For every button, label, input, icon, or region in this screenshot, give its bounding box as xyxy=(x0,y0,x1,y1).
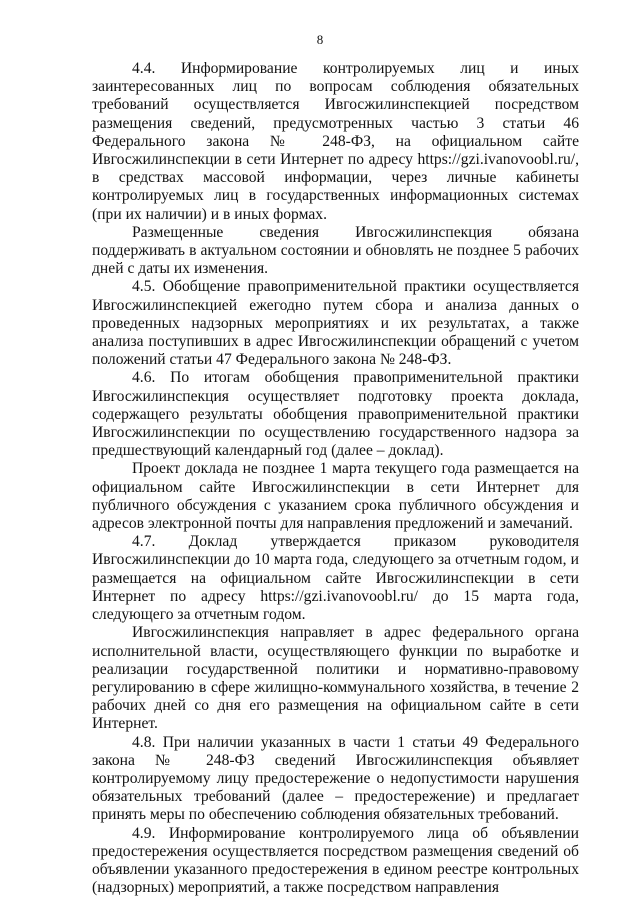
paragraph-4-9: 4.9. Информирование контролируемого лица об объявлении предостережения осуществляется посредством размещения сведений об объявлении указанного предостережения в едином реестре контрольных (надзорных) мероприятий, а также посредством направления xyxy=(92,824,579,897)
paragraph-4-6: 4.6. По итогам обобщения правоприменительной практики Ивгосжилинспекция осуществляет подготовку проекта доклада, содержащего результаты обобщения правоприменительной практики Ивгосжилинспекции по осуществлению государственного надзора за предшествующий календарный год (далее – доклад). xyxy=(92,369,579,460)
paragraph-4-5: 4.5. Обобщение правоприменительной практики осуществляется Ивгосжилинспекцией ежегодно путем сбора и анализа данных о проведенных надзорных мероприятиях и их результатах, а также анализа поступивших в адрес Ивгосжилинспекции обращений с учетом положений статьи 47 Федерального закона № 248-ФЗ. xyxy=(92,278,579,369)
paragraph-draft-report: Проект доклада не позднее 1 марта текущего года размещается на официальном сайте Ивгосжилинспекции в сети Интернет для публичного обсуждения с указанием срока публичного обсуждения и адресов электронной почты для направления предложений и замечаний. xyxy=(92,460,579,533)
paragraph-federal-body: Ивгосжилинспекция направляет в адрес федерального органа исполнительной власти, осуществляющего функции по выработке и реализации государственной политики и нормативно-правовому регулированию в сфере жилищно-коммунального хозяйства, в течение 2 рабочих дней со дня его размещения на официальном сайте в сети Интернет. xyxy=(92,624,579,733)
page-number: 8 xyxy=(316,32,324,47)
paragraph-4-4: 4.4. Информирование контролируемых лиц и иных заинтересованных лиц по вопросам соблюдения обязательных требований осуществляется Ивгосжилинспекцией посредством размещения сведений, предусмотренных частью 3 статьи 46 Федерального закона № 248-ФЗ, на официальном сайте Ивгосжилинспекции в сети Интернет по адресу https://gzi.ivanovoobl.ru/, в средствах массовой информации, через личные кабинеты контролируемых лиц в государственных информационных системах (при их наличии) и в иных формах. xyxy=(92,60,579,223)
paragraph-published-info: Размещенные сведения Ивгосжилинспекция обязана поддерживать в актуальном состоянии и обновлять не позднее 5 рабочих дней с даты их изменения. xyxy=(92,223,579,278)
paragraph-4-7: 4.7. Доклад утверждается приказом руководителя Ивгосжилинспекции до 10 марта года, следующего за отчетным годом, и размещается на официальном сайте Ивгосжилинспекции в сети Интернет по адресу https://gzi.ivanovoobl.ru/ до 15 марта года, следующего за отчетным годом. xyxy=(92,533,579,624)
paragraph-4-8: 4.8. При наличии указанных в части 1 статьи 49 Федерального закона № 248-ФЗ сведений Ивгосжилинспекция объявляет контролируемому лицу предостережение о недопустимости нарушения обязательных требований (далее – предостережение) и предлагает принять меры по обеспечению соблюдения обязательных требований. xyxy=(92,733,579,824)
document-body xyxy=(92,60,579,897)
